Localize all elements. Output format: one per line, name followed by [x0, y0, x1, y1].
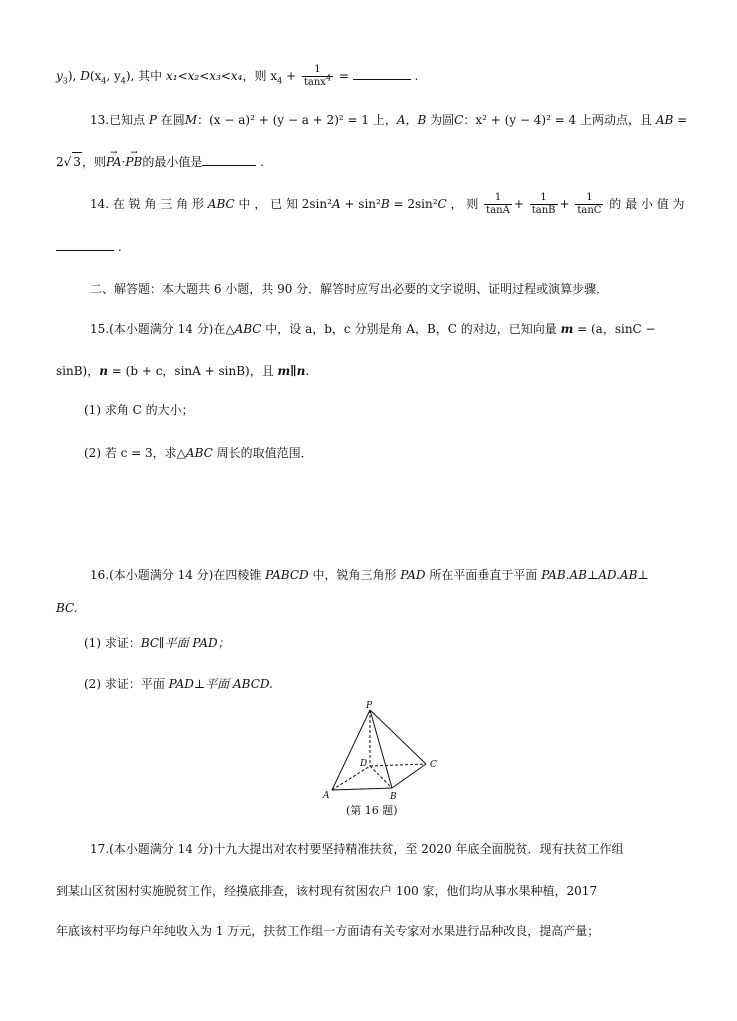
q14-fraction-a: $\frac{1}{\tan A}$ — [486, 192, 510, 216]
edge-bc — [392, 764, 426, 788]
edge-dc — [370, 764, 426, 766]
q16-line-2: BC. — [56, 601, 78, 615]
q13-line-2: 2√ 3，则→ PA·→ PB的最小值是 . — [56, 152, 264, 171]
q17-line-3: 年底该村平均每户年纯收入为 1 万元，扶贫工作组一方面请有关专家对水果进行品种改良，提高产量； — [56, 924, 600, 938]
label-a: A — [323, 791, 330, 800]
q12-fraction: $\frac{1}{\tan x^4}$ — [303, 64, 332, 88]
q15-line-2: sinB)，n = (b + c，sinA + sinB)，且 m∥n. — [56, 364, 310, 378]
label-p: P — [366, 701, 373, 711]
label-d: D — [360, 759, 368, 769]
q12-tail-line: $y_3$), $D(x_4$, $y_4$), 其中 x₁<x₂<x₃<x₄，则 $x_4$ + $\frac{1}{\tan x^4}$ = . — [56, 64, 419, 88]
q15-part-2: (2) 若 c = 3，求△ABC 周长的取值范围． — [84, 446, 313, 460]
q16-part-2: (2) 求证：平面 PAD⊥平面 ABCD. — [84, 677, 273, 691]
answer-blank — [353, 67, 411, 80]
q13-line-1: 13.已知点 P 在圆M：(x − a)² + (y − a + 2)² = 1 上，A，B 为圆C：x² + (y − 4)² = 4 上两动点，且 AB = — [90, 113, 688, 127]
q16-part-1: (1) 求证：BC∥平面 PAD； — [84, 636, 230, 650]
figure-caption: (第 16 题) — [346, 804, 398, 817]
q15-line-1: 15.(本小题满分 14 分)在△ABC 中，设 a，b，c 分别是角 A，B，C 的对边，已知向量 m = (a，sinC − — [90, 322, 656, 336]
edge-pc — [370, 710, 426, 764]
section-header: 二、解答题：本大题共 6 小题，共 90 分．解答时应写出必要的文字说明、证明过程或演算步骤． — [90, 282, 609, 296]
pyramid-diagram — [318, 700, 448, 800]
q16-line-1: 16.(本小题满分 14 分)在四棱锥 PABCD 中，锐角三角形 PAD 所在平面垂直于平面 PAB.AB⊥AD.AB⊥ — [90, 568, 649, 582]
pyramid-figure — [318, 700, 448, 800]
label-c: C — [430, 760, 437, 770]
q15-part-1: (1) 求角 C 的大小； — [84, 403, 194, 417]
q17-line-1: 17.(本小题满分 14 分)十九大提出对农村要坚持精准扶贫，至 2020 年底全面脱贫．现有扶贫工作组 — [90, 842, 624, 856]
edge-ab — [332, 788, 392, 790]
q14-fraction-b: $\frac{1}{\tan B}$ — [531, 192, 556, 216]
q17-line-2: 到某山区贫困村实施脱贫工作，经摸底排查，该村现有贫困农户 100 家，他们均从事水果种植，2017 — [56, 884, 598, 898]
label-b: B — [390, 792, 397, 800]
q14-line-1: 14. 在 锐 角 三 角 形 ABC 中 ， 已 知 2sin²A + sin²B = 2sin²C ， 则 $\frac{1}{\tan A}$ + $\frac{1}{\tan B}$ + $\frac{1}{\tan C}$ 的 最 小 值 为 — [90, 192, 685, 216]
q14-fraction-c: $\frac{1}{\tan C}$ — [577, 192, 602, 216]
answer-blank — [56, 238, 114, 251]
q14-line-2: . — [56, 238, 122, 256]
answer-blank — [202, 153, 256, 166]
